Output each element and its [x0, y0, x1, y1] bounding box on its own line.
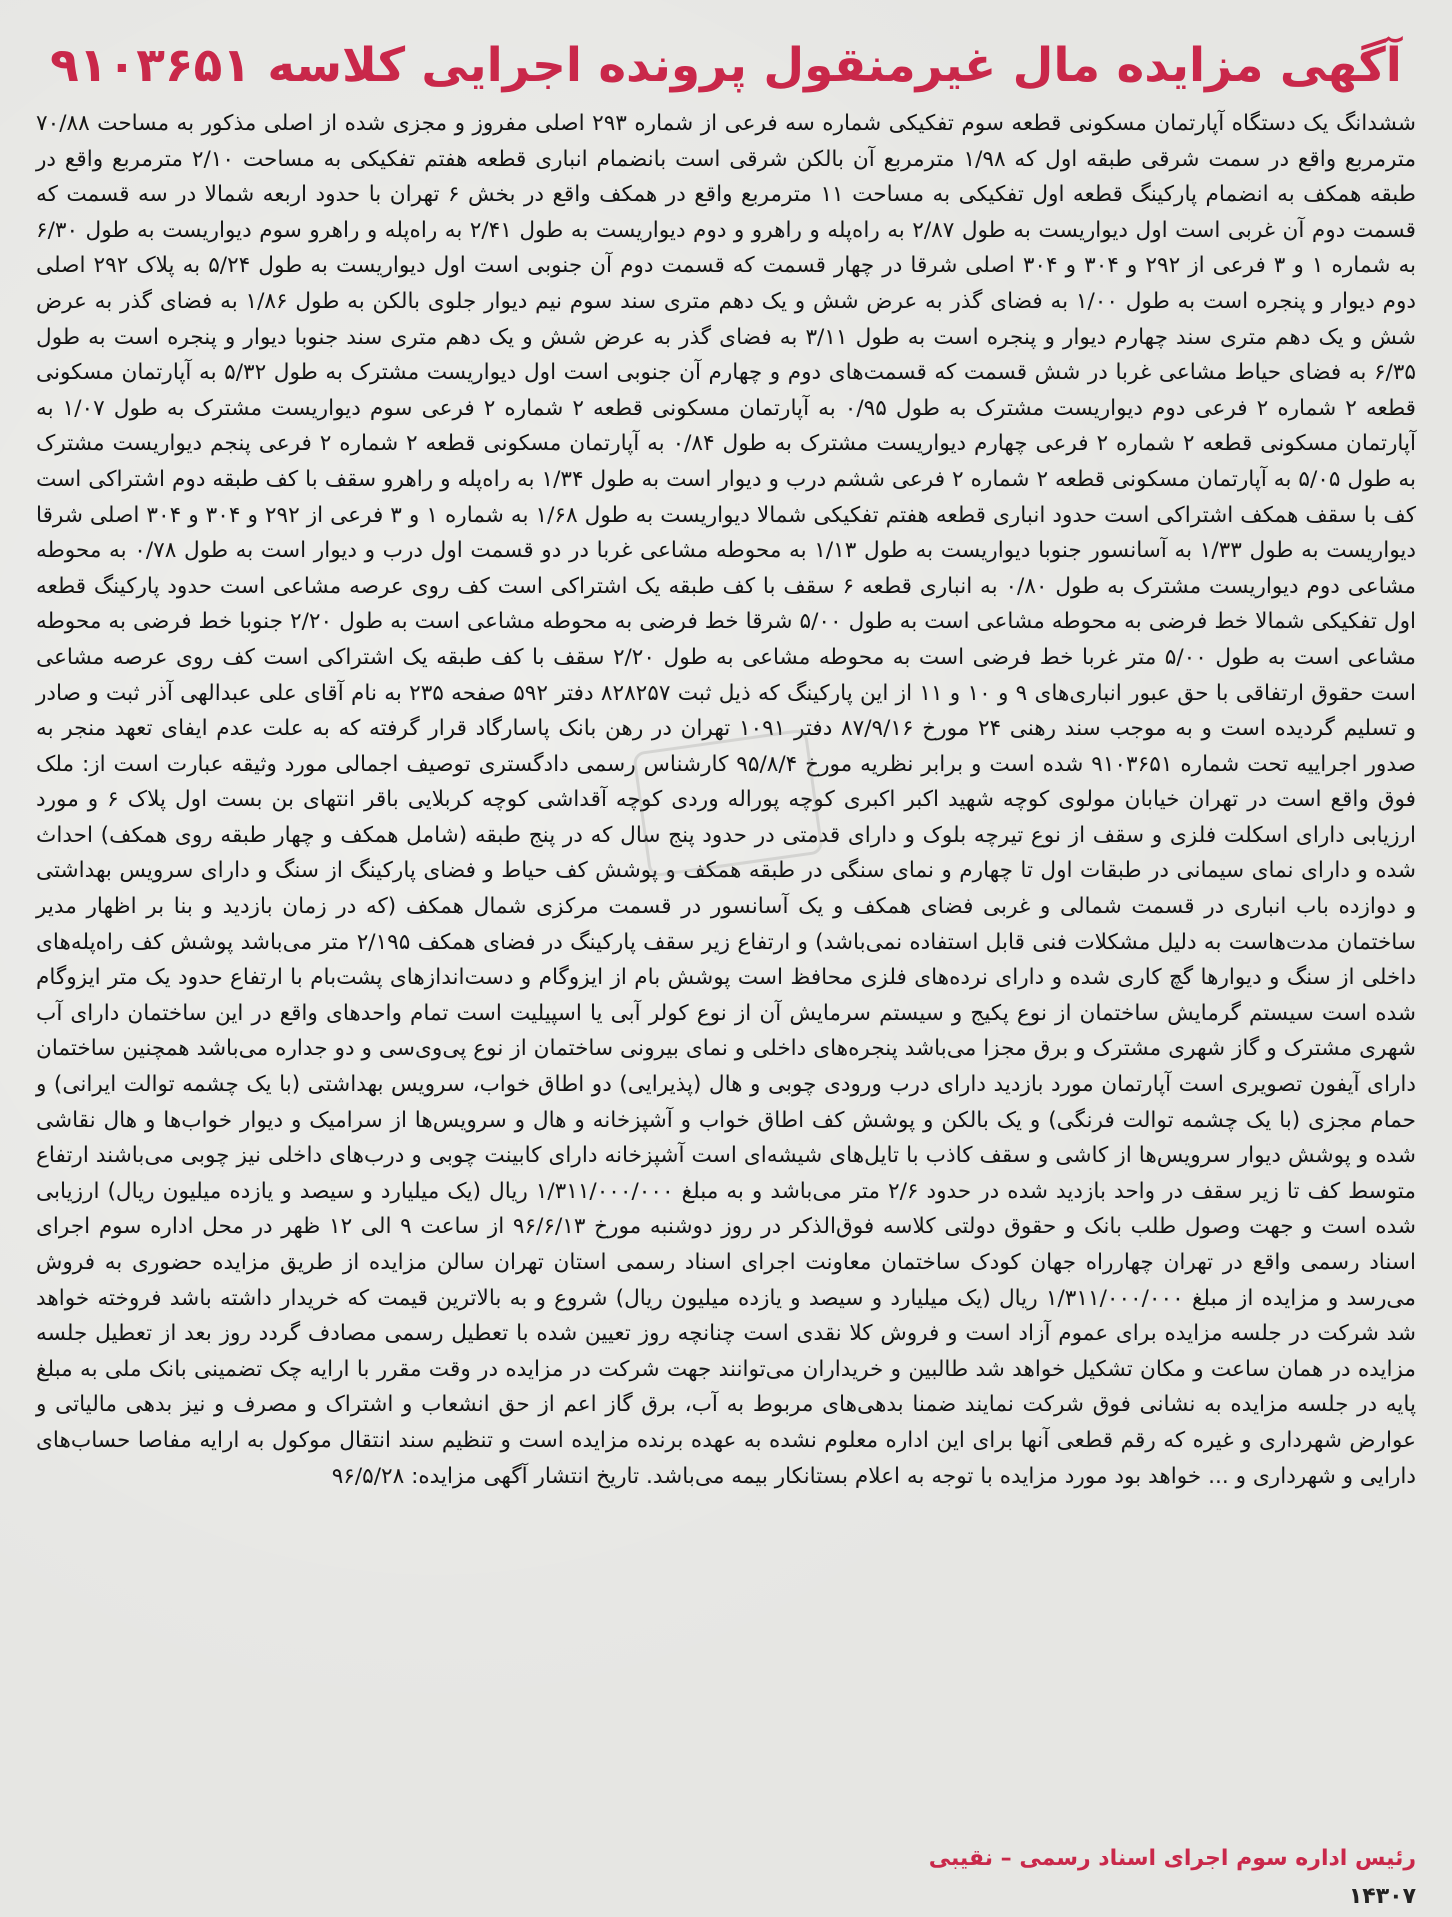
ad-title: آگهی مزایده مال غیرمنقول پرونده اجرایی کلاسه ۹۱۰۳۶۵۱ [50, 38, 1402, 93]
ad-number: ۱۴۳۰۷ [1348, 1884, 1416, 1909]
watermark-stamp [632, 728, 824, 877]
ad-body-text: ششدانگ یک دستگاه آپارتمان مسکونی قطعه سوم تفکیکی شماره سه فرعی از شماره ۲۹۳ اصلی مفروز و مجزی شده از اصلی مذکور به مساحت ۷۰/۸۸ مترمربع واقع در سمت شرقی طبقه اول که ۱/۹۸ مترمربع آن بالکن شرقی است بانضمام انباری قطعه هفتم تفکیکی به مساحت ۲/۱۰ مترمربع واقع در طبقه همکف به انضمام پارکینگ قطعه اول تفکیکی به مساحت ۱۱ مترمربع واقع در همکف واقع در بخش ۶ تهران با حدود اربعه شمالا در سه قسمت که قسمت دوم آن غربی است اول دیواریست به طول ۲/۸۷ به راه‌پله و راهرو و دوم دیواریست به طول ۲/۴۱ به راه‌پله و راهرو سوم دیواریست به طول ۶/۳۰ به شماره ۱ و ۳ فرعی از ۲۹۲ و ۳۰۴ و ۳۰۴ اصلی شرقا در چهار قسمت که قسمت دوم آن جنوبی است اول دیواریست به طول ۵/۲۴ به پلاک ۲۹۲ اصلی دوم دیوار و پنجره است به طول ۱/۰۰ به فضای گذر به عرض شش و یک دهم متری سند سوم نیم دیوار جلوی بالکن به طول ۱/۸۶ به فضای گذر به عرض شش و یک دهم متری سند چهارم دیوار و پنجره است به طول ۳/۱۱ به فضای گذر به عرض شش و یک دهم متری سند جنوبا دیوار و پنجره است به طول ۶/۳۵ به فضای حیاط مشاعی غربا در شش قسمت که قسمت‌های دوم و چهارم آن جنوبی است اول دیواریست مشترک به طول ۵/۳۲ به آپارتمان مسکونی قطعه ۲ شماره ۲ فرعی دوم دیواریست مشترک به طول ۰/۹۵ به آپارتمان مسکونی قطعه ۲ شماره ۲ فرعی سوم دیواریست مشترک به طول ۱/۰۷ به آپارتمان مسکونی قطعه ۲ شماره ۲ فرعی چهارم دیواریست مشترک به طول ۰/۸۴ به آپارتمان مسکونی قطعه ۲ شماره ۲ فرعی پنجم دیواریست مشترک به طول ۵/۰۵ به آپارتمان مسکونی قطعه ۲ شماره ۲ فرعی ششم درب و دیوار است به طول ۱/۳۴ به راه‌پله و راهرو سقف با کف طبقه دوم اشتراکی است کف با سقف همکف اشتراکی است حدود انباری قطعه هفتم تفکیکی شمالا دیواریست به طول ۱/۶۸ به شماره ۱ و ۳ فرعی از ۲۹۲ و ۳۰۴ و ۳۰۴ اصلی شرقا دیواریست به طول ۱/۳۳ به آسانسور جنوبا دیواریست به طول ۱/۱۳ به محوطه مشاعی غربا در دو قسمت اول درب و دیوار است به طول ۰/۷۸ به محوطه مشاعی دوم دیواریست مشترک به طول ۰/۸۰ به انباری قطعه ۶ سقف با کف طبقه یک اشتراکی است کف روی عرصه مشاعی است حدود پارکینگ قطعه اول تفکیکی شمالا خط فرضی به محوطه مشاعی است به طول ۵/۰۰ شرقا خط فرضی به محوطه مشاعی است به طول ۲/۲۰ جنوبا خط فرضی به محوطه مشاعی است به طول ۵/۰۰ متر غربا خط فرضی است به محوطه مشاعی به طول ۲/۲۰ سقف با کف طبقه یک اشتراکی است کف روی عرصه مشاعی است حقوق ارتفاقی با حق عبور انباری‌های ۹ و ۱۰ و ۱۱ از این پارکینگ که ذیل ثبت ۸۲۸۲۵۷ دفتر ۵۹۲ صفحه ۲۳۵ به نام آقای علی عبدالهی آذر ثبت و صادر و تسلیم گردیده است و به موجب سند رهنی ۲۴ مورخ ۸۷/۹/۱۶ دفتر ۱۰۹۱ تهران در رهن بانک پاسارگاد قرار گرفته که به علت عدم ایفای تعهد منجر به صدور اجراییه تحت شماره ۹۱۰۳۶۵۱ شده است و برابر نظریه مورخ ۹۵/۸/۴ کارشناس رسمی دادگستری توصیف اجمالی مورد وثیقه عبارت است از: ملک فوق واقع است در تهران خیابان مولوی کوچه شهید اکبر اکبری کوچه پوراله وردی کوچه آقداشی کوچه کربلایی باقر انتهای بن بست اول پلاک ۶ و مورد ارزیابی دارای اسکلت فلزی و سقف از نوع تیرچه بلوک و دارای قدمتی در حدود پنج سال که در پنج طبقه (شامل همکف و چهار طبقه روی همکف) احداث شده و دارای نمای سیمانی در طبقات اول تا چهارم و نمای سنگی در طبقه همکف و پوشش کف حیاط و فضای پارکینگ از سنگ و دارای سرویس بهداشتی و دوازده باب انباری در قسمت شمالی و غربی فضای همکف و یک آسانسور در قسمت مرکزی شمال همکف (که در زمان بازدید و بنا بر اظهار مدیر ساختمان مدت‌هاست به دلیل مشکلات فنی قابل استفاده نمی‌باشد) و ارتفاع زیر سقف پارکینگ در فضای همکف ۲/۱۹۵ متر می‌باشد پوشش کف راه‌پله‌های داخلی از سنگ و دیوارها گچ کاری شده و دارای نرده‌های فلزی محافظ است پوشش بام از ایزوگام و دست‌اندازهای پشت‌بام با ارتفاع حدود یک متر ایزوگام شده است سیستم گرمایش ساختمان از نوع پکیج و سیستم سرمایش آن از نوع کولر آبی یا اسپیلیت است تمام واحدهای واقع در این ساختمان دارای آب شهری مشترک و گاز شهری مشترک و برق مجزا می‌باشد پنجره‌های داخلی و نمای بیرونی ساختمان از نوع پی‌وی‌سی و دو جداره می‌باشد همچنین ساختمان دارای آیفون تصویری است آپارتمان مورد بازدید دارای درب ورودی چوبی و هال (پذیرایی) دو اطاق خواب، سرویس بهداشتی (با یک چشمه توالت ایرانی) و حمام مجزی (با یک چشمه توالت فرنگی) و یک بالکن و پوشش کف اطاق خواب و آشپزخانه و هال و سرویس‌ها از سرامیک و دیوار خواب‌ها و هال نقاشی شده و پوشش دیوار سرویس‌ها از کاشی و سقف کاذب با تایل‌های شیشه‌ای است آشپزخانه دارای کابینت چوبی و درب‌های داخلی نیز چوبی می‌باشند ارتفاع متوسط کف تا زیر سقف در واحد بازدید شده در حدود ۲/۶ متر می‌باشد و به مبلغ ۱/۳۱۱/۰۰۰/۰۰۰ ریال (یک میلیارد و سیصد و یازده میلیون ریال) ارزیابی شده است و جهت وصول طلب بانک و حقوق دولتی کلاسه فوق‌الذکر در روز دوشنبه مورخ ۹۶/۶/۱۳ از ساعت ۹ الی ۱۲ ظهر در محل اداره سوم اجرای اسناد رسمی واقع در تهران چهارراه جهان کودک ساختمان معاونت اجرای اسناد رسمی استان تهران سالن مزایده از طریق مزایده حضوری به فروش می‌رسد و مزایده از مبلغ ۱/۳۱۱/۰۰۰/۰۰۰ ریال (یک میلیارد و سیصد و یازده میلیون ریال) شروع و به بالاترین قیمت که خریدار داشته باشد فروخته خواهد شد شرکت در جلسه مزایده برای عموم آزاد است و فروش کلا نقدی است چنانچه روز تعیین شده با تعطیل رسمی مصادف گردد روز بعد از تعطیل جلسه مزایده در همان ساعت و مکان تشکیل خواهد شد طالبین و خریداران می‌توانند جهت شرکت در مزایده در وقت مقرر با ارایه چک تضمینی بانک ملی به مبلغ پایه در جلسه مزایده به نشانی فوق شرکت نمایند ضمنا بدهی‌های مربوط به آب، برق گاز اعم از حق انشعاب و اشتراک و مصرف و نیز بدهی مالیاتی و عوارض شهرداری و غیره که رقم قطعی آنها برای این اداره معلوم نشده به عهده برنده مزایده است و تنظیم سند انتقال موکول به ارایه مفاصا حساب‌های دارایی و شهرداری و ... خواهد بود مورد مزایده با توجه به اعلام بستانکار بیمه می‌باشد. تاریخ انتشار آگهی مزایده: ۹۶/۵/۲۸ [36, 111, 1417, 1489]
signature-line: رئیس اداره سوم اجرای اسناد رسمی – نقیبی [928, 1846, 1416, 1871]
